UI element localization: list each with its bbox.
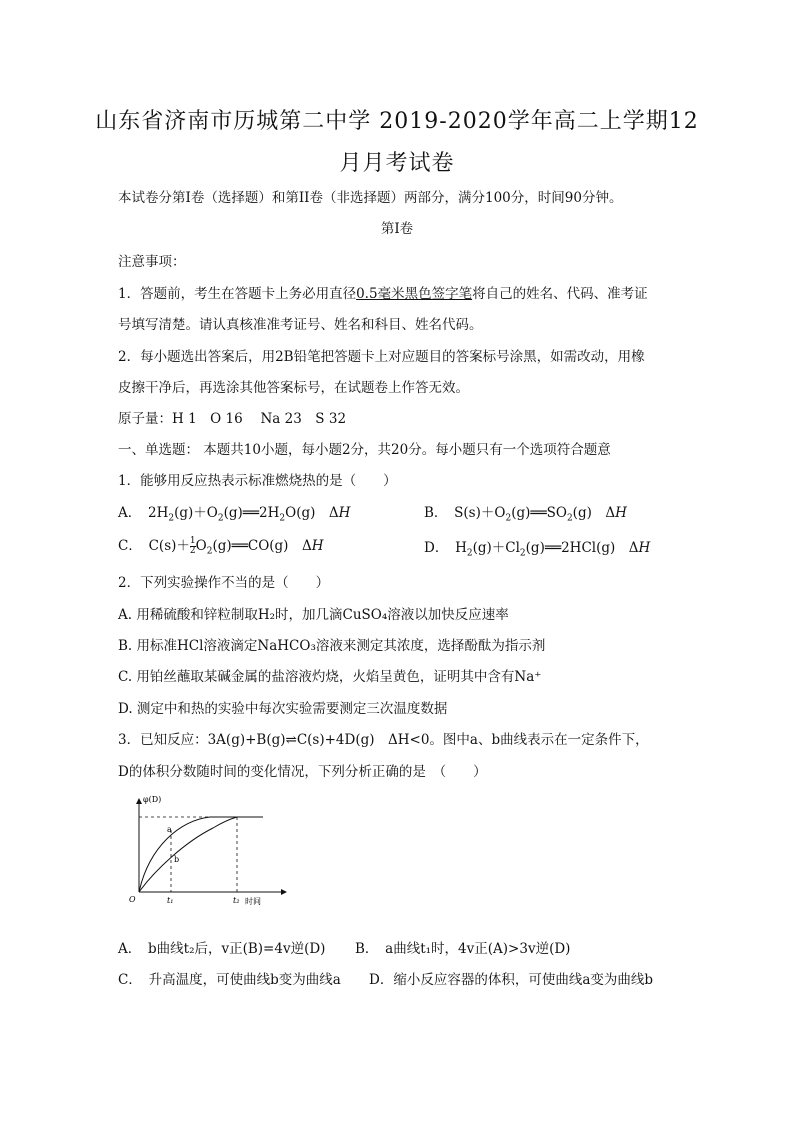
q1-option-b: B． $S(s)+O_2(g)══SO_2(g)$ ΔH <box>424 505 627 524</box>
intro-text: 本试卷分第I卷（选择题）和第II卷（非选择题）两部分，满分100分，时间90分钟。 <box>118 190 623 206</box>
q3-option-d: D．缩小反应容器的体积，可使曲线a变为曲线b <box>369 972 654 988</box>
curve-a-label: a <box>167 825 172 834</box>
q1-option-d: D． $H_2(g)+Cl_2(g)══2HCl(g)$ ΔH <box>424 540 651 559</box>
q1-option-a-label: A． <box>118 505 135 521</box>
q2-option-b: B. 用标准HCl溶液滴定NaHCO₃溶液来测定其浓度，选择酚酞为指示剂 <box>118 638 546 654</box>
notice-2-line1: 2．每小题选出答案后，用2B铅笔把答题卡上对应题目的答案标号涂黑，如需改动，用橡 <box>118 349 645 365</box>
fraction-one-half: $\frac{1}{2}$ <box>189 536 196 556</box>
q3-stem-line2: D的体积分数随时间的变化情况，下列分析正确的是 （ ） <box>118 764 487 780</box>
t2-label: t₂ <box>233 896 240 905</box>
q1-option-c: C． C(s)＋ $\frac{1}{2}$ $O_2(g)══CO(g)$ ΔH <box>118 536 324 557</box>
q3-option-a: A． b曲线t₂后，v正(B)=4v逆(D) <box>118 941 326 957</box>
q3-option-b: B． a曲线t₁时，4v正(A)>3v逆(D) <box>355 941 571 957</box>
q3-option-c: C． 升高温度，可使曲线b变为曲线a <box>118 972 341 988</box>
section-1-heading: 一、单选题： 本题共10小题，每小题2分，共20分。每小题只有一个选项符合题意 <box>118 442 611 458</box>
part-label: 第I卷 <box>380 221 414 237</box>
y-axis-label: φ(D) <box>143 795 162 804</box>
curve-b-label: b <box>174 855 180 864</box>
q1-option-a: A． $2H_2(g)+O_2(g)══2H_2O(g)$ ΔH <box>118 505 351 524</box>
q1-option-c-label: C． <box>118 538 136 554</box>
q2-option-a: A. 用稀硫酸和锌粒制取H₂时，加几滴CuSO₄溶液以加快反应速率 <box>118 607 509 623</box>
q1-stem: 1．能够用反应热表示标准燃烧热的是（ ） <box>118 473 397 489</box>
notice-1-line1 <box>118 282 648 302</box>
q1-option-b-label: B． <box>424 505 441 521</box>
exam-title-line2: 月月考试卷 <box>339 151 455 176</box>
q2-option-c: C. 用铂丝蘸取某碱金属的盐溶液灼烧，火焰呈黄色，证明其中含有Na⁺ <box>118 669 542 685</box>
curve-a <box>139 817 263 892</box>
origin-label: O <box>129 895 136 904</box>
q3-stem-line1: 3．已知反应：3A(g)+B(g)⇌C(s)+4D(g) ΔH<0。图中a、b曲线表示在一定条件下， <box>118 732 649 748</box>
notice-1-post: 将自己的姓名、代码、准考证 <box>472 286 648 302</box>
notice-1-underlined: 0.5毫米黑色签字笔 <box>356 286 473 302</box>
atomic-mass: 原子量：H 1 O 16 Na 23 S 32 <box>118 411 347 427</box>
notice-heading: 注意事项： <box>118 254 186 270</box>
notice-2-line2: 皮擦干净后，再选涂其他答案标号，在试题卷上作答无效。 <box>118 380 469 396</box>
q3-graph <box>125 792 295 917</box>
t1-label: t₁ <box>167 896 174 905</box>
notice-1-line2: 号填写清楚。请认真核准准考证号、姓名和科目、姓名代码。 <box>118 317 483 333</box>
q2-option-d: D. 测定中和热的实验中每次实验需要测定三次温度数据 <box>118 701 448 717</box>
notice-1-pre: 1．答题前，考生在答题卡上务必用直径 <box>118 286 357 302</box>
x-axis-label: 时间 <box>245 897 261 906</box>
exam-title-line1: 山东省济南市历城第二中学 2019-2020学年高二上学期12 <box>95 109 699 134</box>
q2-stem: 2．下列实验操作不当的是（ ） <box>118 575 330 591</box>
q1-option-d-label: D． <box>424 540 442 556</box>
